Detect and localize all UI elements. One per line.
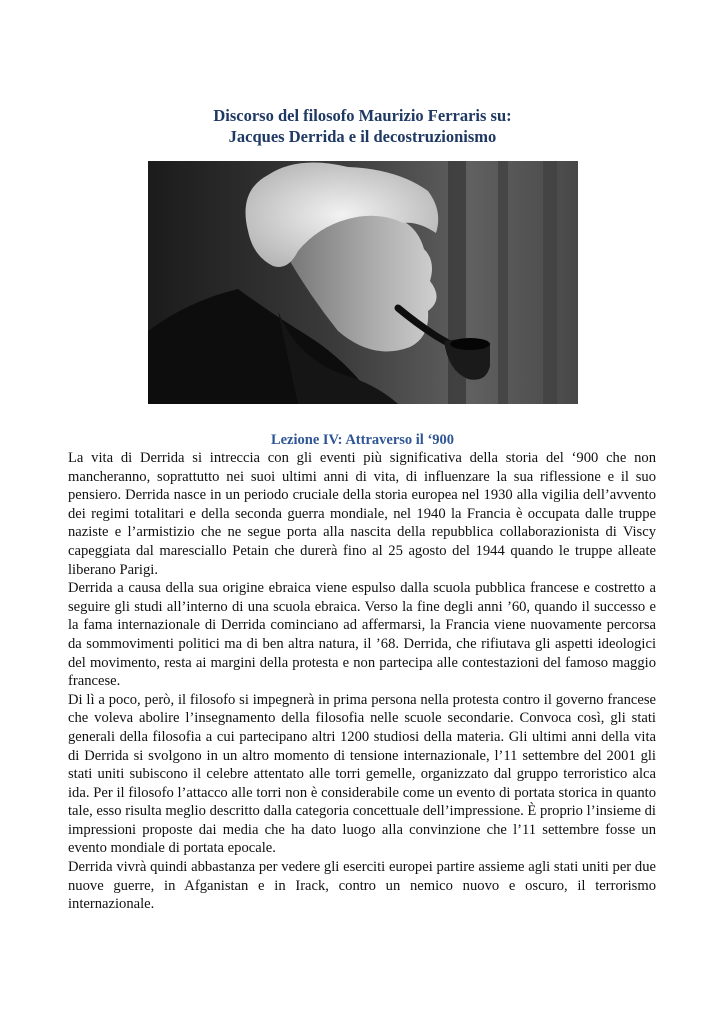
document-title-line-1: Discorso del filosofo Maurizio Ferraris su:: [213, 106, 512, 125]
document-title-line-2: Jacques Derrida e il decostruzionismo: [228, 127, 497, 146]
paragraph-2: Derrida a causa della sua origine ebraica viene espulso dalla scuola pubblica francese e costretto a seguire gli studi all’interno di una scuola ebraica. Verso la fine degli anni ’60, quando il successo e la fama internazionale di Derrida cominciano ad affermarsi, la Francia viene nuovamente percorsa da sommovimenti politici ma di ben altra natura, il ’68. Derrida, che rifiutava gli aspetti ideologici del movimento, resta ai margini della protesta e non partecipa alle contestazioni del famoso maggio francese.: [68, 580, 656, 690]
derrida-portrait-photo: [148, 161, 578, 404]
paragraph-4: Derrida vivrà quindi abbastanza per vedere gli eserciti europei partire assieme agli stati uniti per due nuove guerre, in Afganistan e in Irack, contro un nemico nuovo e oscuro, il terrorismo internazionale.: [68, 859, 656, 913]
paragraph-1: La vita di Derrida si intreccia con gli eventi più significativa della storia del ‘900 che non mancheranno, soprattutto nei suoi ultimi anni di vita, di influenzare la sua riflessione e il suo pensiero. Derrida nasce in un periodo cruciale della storia europea nel 1930 alla vigilia dell’avvento dei regimi totalitari e della seconda guerra mondiale, nel 1940 la Francia è occupata dalle truppe naziste e l’armistizio che ne segue porta alla nascita della repubblica collaborazionista di Viscy capeggiata dal maresciallo Petain che durerà fino al 25 agosto del 1944 quando le truppe alleate liberano Parigi.: [68, 450, 656, 578]
paragraph-3: Di lì a poco, però, il filosofo si impegnerà in prima persona nella protesta contro il governo francese che voleva abolire l’insegnamento della filosofia nelle scuole secondarie. Convoca così, gli stati generali della filosofia a cui partecipano altri 1200 studiosi della materia. Gli ultimi anni della vita di Derrida si svolgono in un altro momento di tensione internazionale, l’11 settembre del 2001 gli stati uniti subiscono il celebre attentato alle torri gemelle, organizzato dal gruppo terroristico alca ida. Per il filosofo l’attacco alle torri non è considerabile come un evento di portata storica in quanto tale, esso risulta meglio descritto dalla categoria concettuale dell’impressione. È proprio l’insieme di impressioni proposte dai media che ha dato luogo alla convinzione che l’11 settembre fosse un evento mondiale di portata epocale.: [68, 691, 656, 857]
lesson-heading: Lezione IV: Attraverso il ‘900: [270, 432, 455, 448]
body-text: [68, 449, 656, 914]
